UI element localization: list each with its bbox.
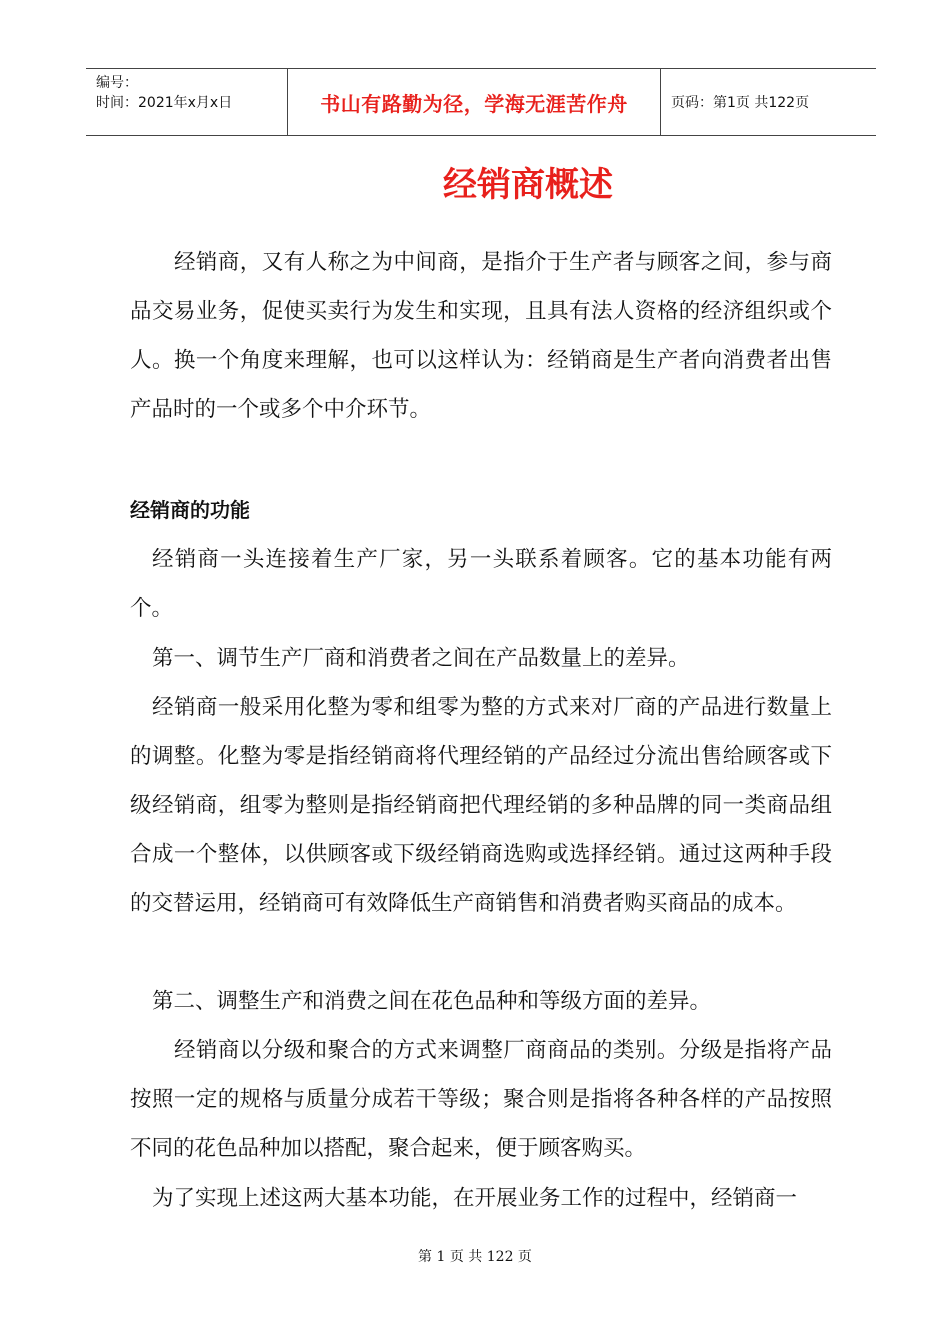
paragraph-first-detail: 经销商一般采用化整为零和组零为整的方式来对厂商的产品进行数量上的调整。化整为零是指经销商将代理经销的产品经过分流出售给顾客或下级经销商，组零为整则是指经销商把代理经销的多种品牌的同一类商品组合成一个整体，以供顾客或下级经销商选购或选择经销。通过这两种手段的交替运用，经销商可有效降低生产商销售和消费者购买商品的成本。 — [130, 695, 832, 916]
paragraph-continuation: 为了实现上述这两大基本功能，在开展业务工作的过程中，经销商一 — [152, 1186, 798, 1211]
header-motto-cell — [288, 69, 661, 135]
section-heading: 经销商的功能 — [130, 498, 250, 522]
paragraph-second-detail: 经销商以分级和聚合的方式来调整厂商商品的类别。分级是指将产品按照一定的规格与质量分成若干等级；聚合则是指将各种各样的产品按照不同的花色品种加以搭配，聚合起来，便于顾客购买。 — [130, 1038, 832, 1161]
page-header — [86, 68, 876, 136]
header-meta — [86, 69, 288, 135]
document-title: 经销商概述 — [443, 165, 613, 205]
paragraph-second-function: 第二、调整生产和消费之间在花色品种和等级方面的差异。 — [152, 989, 712, 1014]
paragraph-intro: 经销商，又有人称之为中间商，是指介于生产者与顾客之间，参与商品交易业务，促使买卖行为发生和实现，且具有法人资格的经济组织或个人。换一个角度来理解，也可以这样认为：经销商是生产者向消费者出售产品时的一个或多个中介环节。 — [130, 250, 832, 422]
header-page-info: 页码：第1页 共122页 — [671, 95, 810, 111]
document-date: 时间：2021年x月x日 — [96, 95, 233, 111]
header-motto: 书山有路勤为径，学海无涯苦作舟 — [320, 91, 628, 116]
paragraph-first-function: 第一、调节生产厂商和消费者之间在产品数量上的差异。 — [152, 646, 690, 671]
paragraph-functions: 经销商一头连接着生产厂家，另一头联系着顾客。它的基本功能有两个。 — [130, 547, 832, 621]
page-footer: 第 1 页 共 122 页 — [418, 1249, 532, 1265]
document-number: 编号： — [96, 75, 138, 91]
